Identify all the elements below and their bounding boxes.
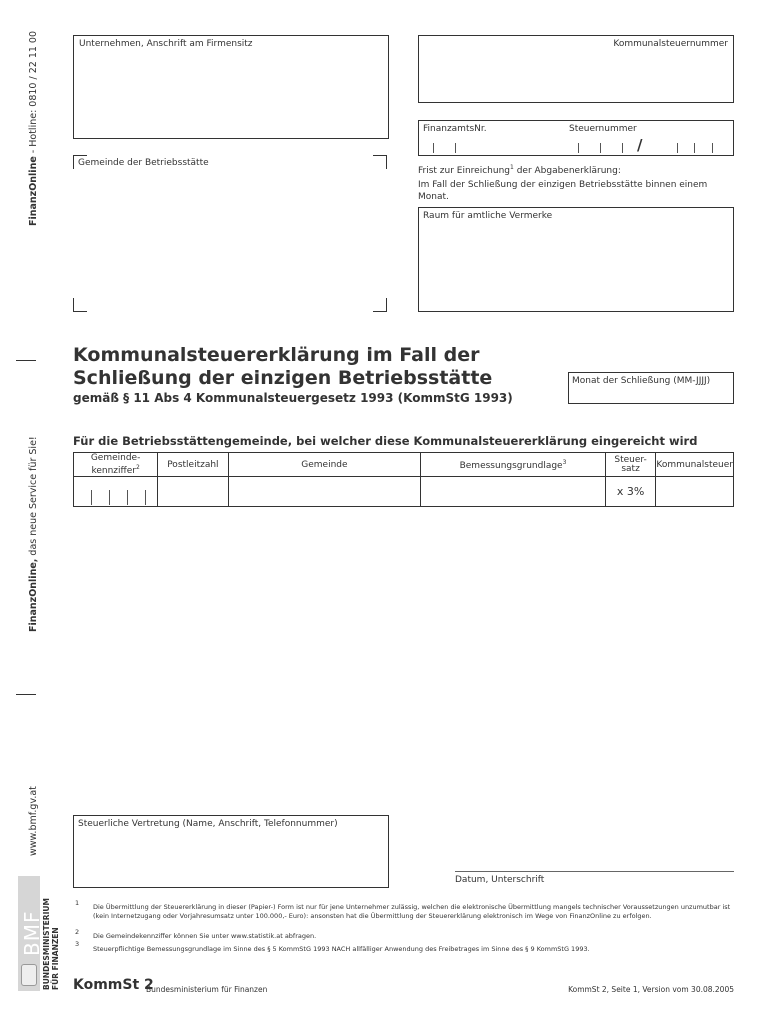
digit-tick	[91, 490, 92, 505]
gkz-header-text: kennziffer	[91, 465, 136, 476]
deadline-text-a: Frist zur Einreichung	[418, 166, 510, 176]
corner-mark-bl	[73, 298, 87, 312]
col-header-gemeindekennziffer	[74, 453, 158, 477]
gkz-header-line-2	[74, 463, 157, 476]
form-code: KommSt 2	[73, 977, 154, 993]
gemeindekennziffer-input[interactable]	[74, 477, 158, 507]
digit-tick	[600, 143, 601, 153]
steuernummer-label: Steuernummer	[569, 124, 637, 134]
tax-number-box[interactable]	[418, 35, 734, 103]
ministry-line-2: FÜR FINANZEN	[51, 927, 60, 990]
municipality-label: Gemeinde der Betriebsstätte	[78, 158, 209, 168]
deadline-detail: Im Fall der Schließung der einzigen Betriebsstätte binnen einem Monat.	[418, 180, 708, 202]
col-header-gemeinde: Gemeinde	[228, 453, 421, 477]
hotline-text: - Hotline: 0810 / 22 11 00	[28, 30, 39, 157]
signature-label: Datum, Unterschrift	[455, 875, 545, 885]
corner-mark-tr	[373, 155, 387, 169]
bmf-url: www.bmf.gv.at	[28, 786, 39, 856]
service-sidebar-text	[28, 436, 39, 632]
municipality-address-area[interactable]	[73, 155, 387, 312]
col-header-kommunalsteuer: Kommunalsteuer	[656, 453, 734, 477]
form-title-line-2: Schließung der einzigen Betriebsstätte	[73, 367, 493, 389]
digit-tick	[145, 490, 146, 505]
tax-number-label: Kommunalsteuernummer	[613, 39, 728, 49]
municipality-tax-table	[73, 452, 734, 507]
deadline-footnote-ref: 1	[510, 164, 514, 171]
bmf-logo-text: BMF	[20, 910, 44, 956]
service-text: das neue Service für Sie!	[28, 436, 39, 559]
finanzonline-brand-mid: FinanzOnline,	[28, 558, 39, 632]
footnote-3-number: 3	[75, 940, 80, 948]
steuersatz-value: x 3%	[605, 477, 656, 507]
finanzamt-label: FinanzamtsNr.	[423, 124, 487, 134]
gkz-footnote-ref: 2	[135, 463, 140, 471]
corner-mark-br	[373, 298, 387, 312]
bemessung-header-text: Bemessungsgrundlage	[459, 460, 563, 471]
official-remarks-label: Raum für amtliche Vermerke	[423, 211, 553, 221]
col-header-postleitzahl: Postleitzahl	[158, 453, 228, 477]
digit-tick	[578, 143, 579, 153]
eagle-emblem-icon	[21, 964, 37, 986]
tax-representative-box[interactable]	[73, 815, 389, 888]
table-header-row	[74, 453, 734, 477]
footnote-3-text: Steuerpflichtige Bemessungsgrundlage im Sinne des § 5 KommStG 1993 NACH allfälliger Anwendung des Freibetrages im Sinne des § 9 KommStG 1993.	[93, 945, 590, 953]
digit-tick	[694, 143, 695, 153]
postleitzahl-input[interactable]	[158, 477, 228, 507]
gkz-header-line-1: Gemeinde-	[90, 452, 141, 463]
closing-month-label: Monat der Schließung (MM-JJJJ)	[572, 376, 711, 386]
finanzonline-brand-top: FinanzOnline	[28, 156, 39, 226]
digit-tick	[109, 490, 110, 505]
tax-representative-label: Steuerliche Vertretung (Name, Anschrift, Telefonnummer)	[78, 819, 338, 829]
signature-line[interactable]	[455, 871, 734, 872]
digit-tick	[127, 490, 128, 505]
side-divider-1	[16, 360, 36, 361]
side-divider-2	[16, 694, 36, 695]
bemessung-footnote-ref: 3	[562, 458, 567, 466]
footnote-1-text: Die Übermittlung der Steuererklärung in dieser (Papier-) Form ist nur für jene Unternehmer zulässig, welchen die elektronische Übermittlung mangels technischer Voraussetzungen unzumutbar ist (kein Internetzugang oder Vorjahresumsatz unter 100.000,- Euro): ansonsten hat die Übermittlung der Steuererklärung elektronisch im Wege von FinanzOnline zu erfolgen.	[93, 903, 731, 920]
company-address-box[interactable]	[73, 35, 389, 139]
footer-ministry: Bundesministerium für Finanzen	[146, 985, 268, 994]
hotline-sidebar-text	[28, 31, 39, 226]
table-input-row	[74, 477, 734, 507]
deadline-heading	[418, 164, 621, 176]
kommunalsteuer-input[interactable]	[656, 477, 734, 507]
footnote-2-number: 2	[75, 928, 80, 936]
bemessungsgrundlage-input[interactable]	[421, 477, 606, 507]
company-address-label: Unternehmen, Anschrift am Firmensitz	[79, 39, 253, 49]
steuernummer-slash: /	[637, 136, 643, 154]
closing-month-box[interactable]	[568, 372, 734, 404]
finanzamt-steuernummer-box[interactable]	[418, 120, 734, 156]
gemeinde-input[interactable]	[228, 477, 421, 507]
bmf-logo	[18, 876, 44, 991]
digit-tick	[622, 143, 623, 153]
ministry-name-vertical	[42, 898, 60, 990]
deadline-text-b: der Abgabenerklärung:	[513, 166, 621, 176]
col-header-steuersatz	[605, 453, 656, 477]
official-remarks-box	[418, 207, 734, 312]
satz-header-line-2: satz	[621, 463, 640, 474]
form-subtitle: gemäß § 11 Abs 4 Kommunalsteuergesetz 1993 (KommStG 1993)	[73, 391, 513, 405]
footnote-1-number: 1	[75, 899, 80, 907]
digit-tick	[433, 143, 434, 153]
digit-tick	[712, 143, 713, 153]
satz-header-line-1: Steuer-	[614, 454, 647, 465]
col-header-bemessungsgrundlage	[421, 453, 606, 477]
footnote-2-text: Die Gemeindekennziffer können Sie unter www.statistik.at abfragen.	[93, 932, 317, 940]
digit-tick	[455, 143, 456, 153]
section-heading: Für die Betriebsstättengemeinde, bei welcher diese Kommunalsteuererklärung eingereicht wird	[73, 434, 698, 448]
ministry-line-1: BUNDESMINISTERIUM	[42, 898, 51, 990]
footer-version: KommSt 2, Seite 1, Version vom 30.08.2005	[568, 985, 734, 994]
form-title-line-1: Kommunalsteuererklärung im Fall der	[73, 344, 480, 366]
digit-tick	[677, 143, 678, 153]
